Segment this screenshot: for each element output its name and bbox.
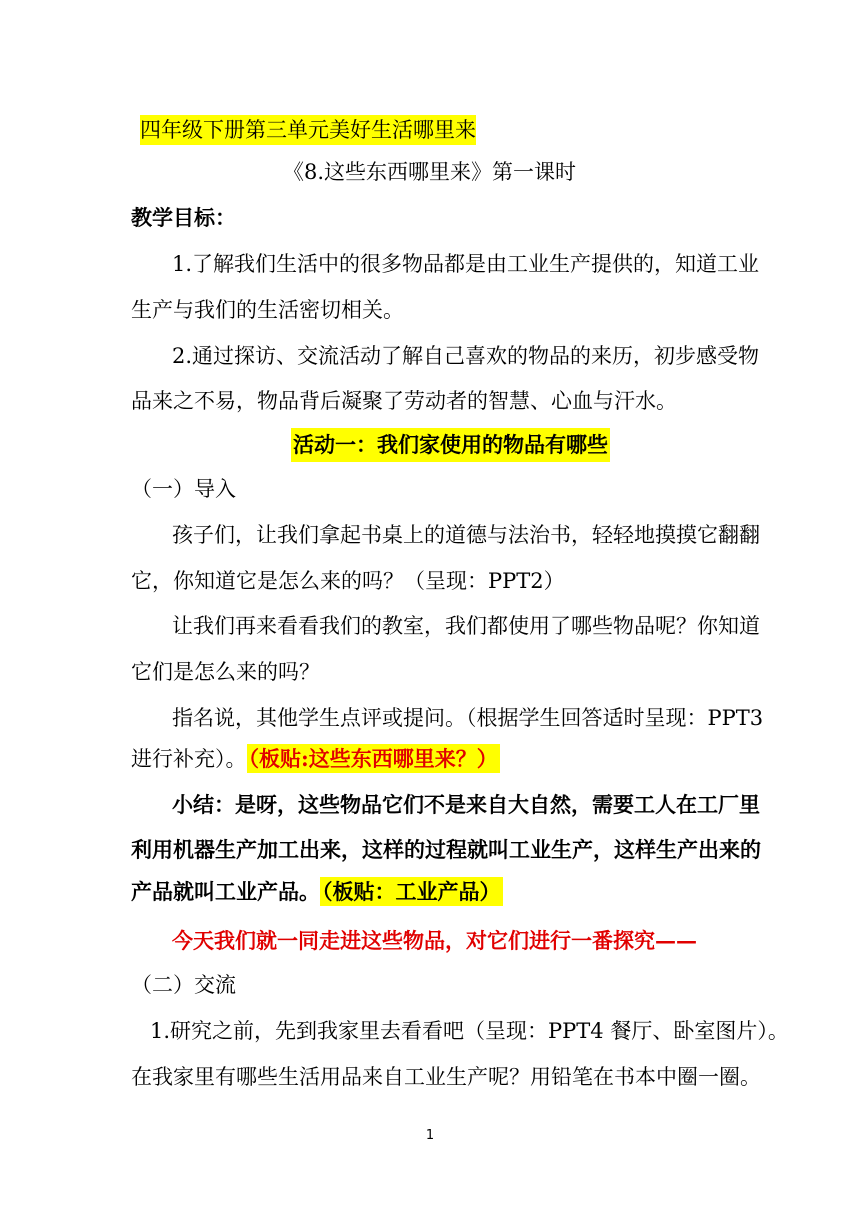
objective-1-line-1: 1.了解我们生活中的很多物品都是由工业生产提供的，知道工业	[172, 252, 760, 276]
intro-paragraph-3-text: 进行补充）。	[131, 747, 247, 771]
objective-2-line-1: 2.通过探访、交流活动了解自己喜欢的物品的来历，初步感受物	[172, 344, 760, 368]
section-intro-heading: （一）导入	[131, 477, 236, 501]
board-note-where-from: （板贴:这些东西哪里来？）	[248, 746, 498, 771]
intro-paragraph-2-line-1: 让我们再来看看我们的教室，我们都使用了哪些物品呢？你知道	[172, 614, 760, 638]
objectives-heading: 教学目标：	[131, 205, 236, 230]
board-note-industrial-products: （板贴：工业产品）	[322, 879, 501, 904]
intro-paragraph-2-line-2: 它们是怎么来的吗？	[131, 660, 320, 684]
section-exchange-heading: （二）交流	[131, 973, 236, 997]
intro-paragraph-3-line-2	[131, 744, 500, 774]
summary-line-3	[131, 877, 503, 907]
exchange-paragraph-line-1: 1.研究之前，先到我家里去看看吧（呈现：PPT4 餐厅、卧室图片）。	[150, 1019, 789, 1043]
objective-1-line-2: 生产与我们的生活密切相关。	[131, 298, 404, 322]
objective-2-line-2: 品来之不易，物品背后凝聚了劳动者的智慧、心血与汗水。	[131, 389, 677, 413]
summary-line-3-text: 产品就叫工业产品。	[131, 879, 320, 904]
exchange-paragraph-line-2: 在我家里有哪些生活用品来自工业生产呢？用铅笔在书本中圈一圈。	[131, 1065, 761, 1089]
intro-paragraph-1-line-1: 孩子们，让我们拿起书桌上的道德与法治书，轻轻地摸摸它翻翻	[172, 523, 760, 547]
page-number: 1	[425, 1128, 435, 1143]
transition-line: 今天我们就一同走进这些物品，对它们进行一番探究——	[172, 928, 697, 953]
intro-paragraph-3-line-1: 指名说，其他学生点评或提问。（根据学生回答适时呈现：PPT3	[172, 706, 764, 730]
summary-line-1: 小结：是呀，这些物品它们不是来自大自然，需要工人在工厂里	[172, 792, 760, 817]
activity-1-title: 活动一：我们家使用的物品有哪些	[291, 428, 610, 462]
lesson-title: 《8.这些东西哪里来》第一课时	[283, 160, 577, 184]
intro-paragraph-1-line-2: 它，你知道它是怎么来的吗？（呈现：PPT2）	[131, 569, 565, 593]
unit-title: 四年级下册第三单元美好生活哪里来	[140, 115, 476, 145]
summary-line-2: 利用机器生产加工出来，这样的过程就叫工业生产，这样生产出来的	[131, 837, 761, 862]
